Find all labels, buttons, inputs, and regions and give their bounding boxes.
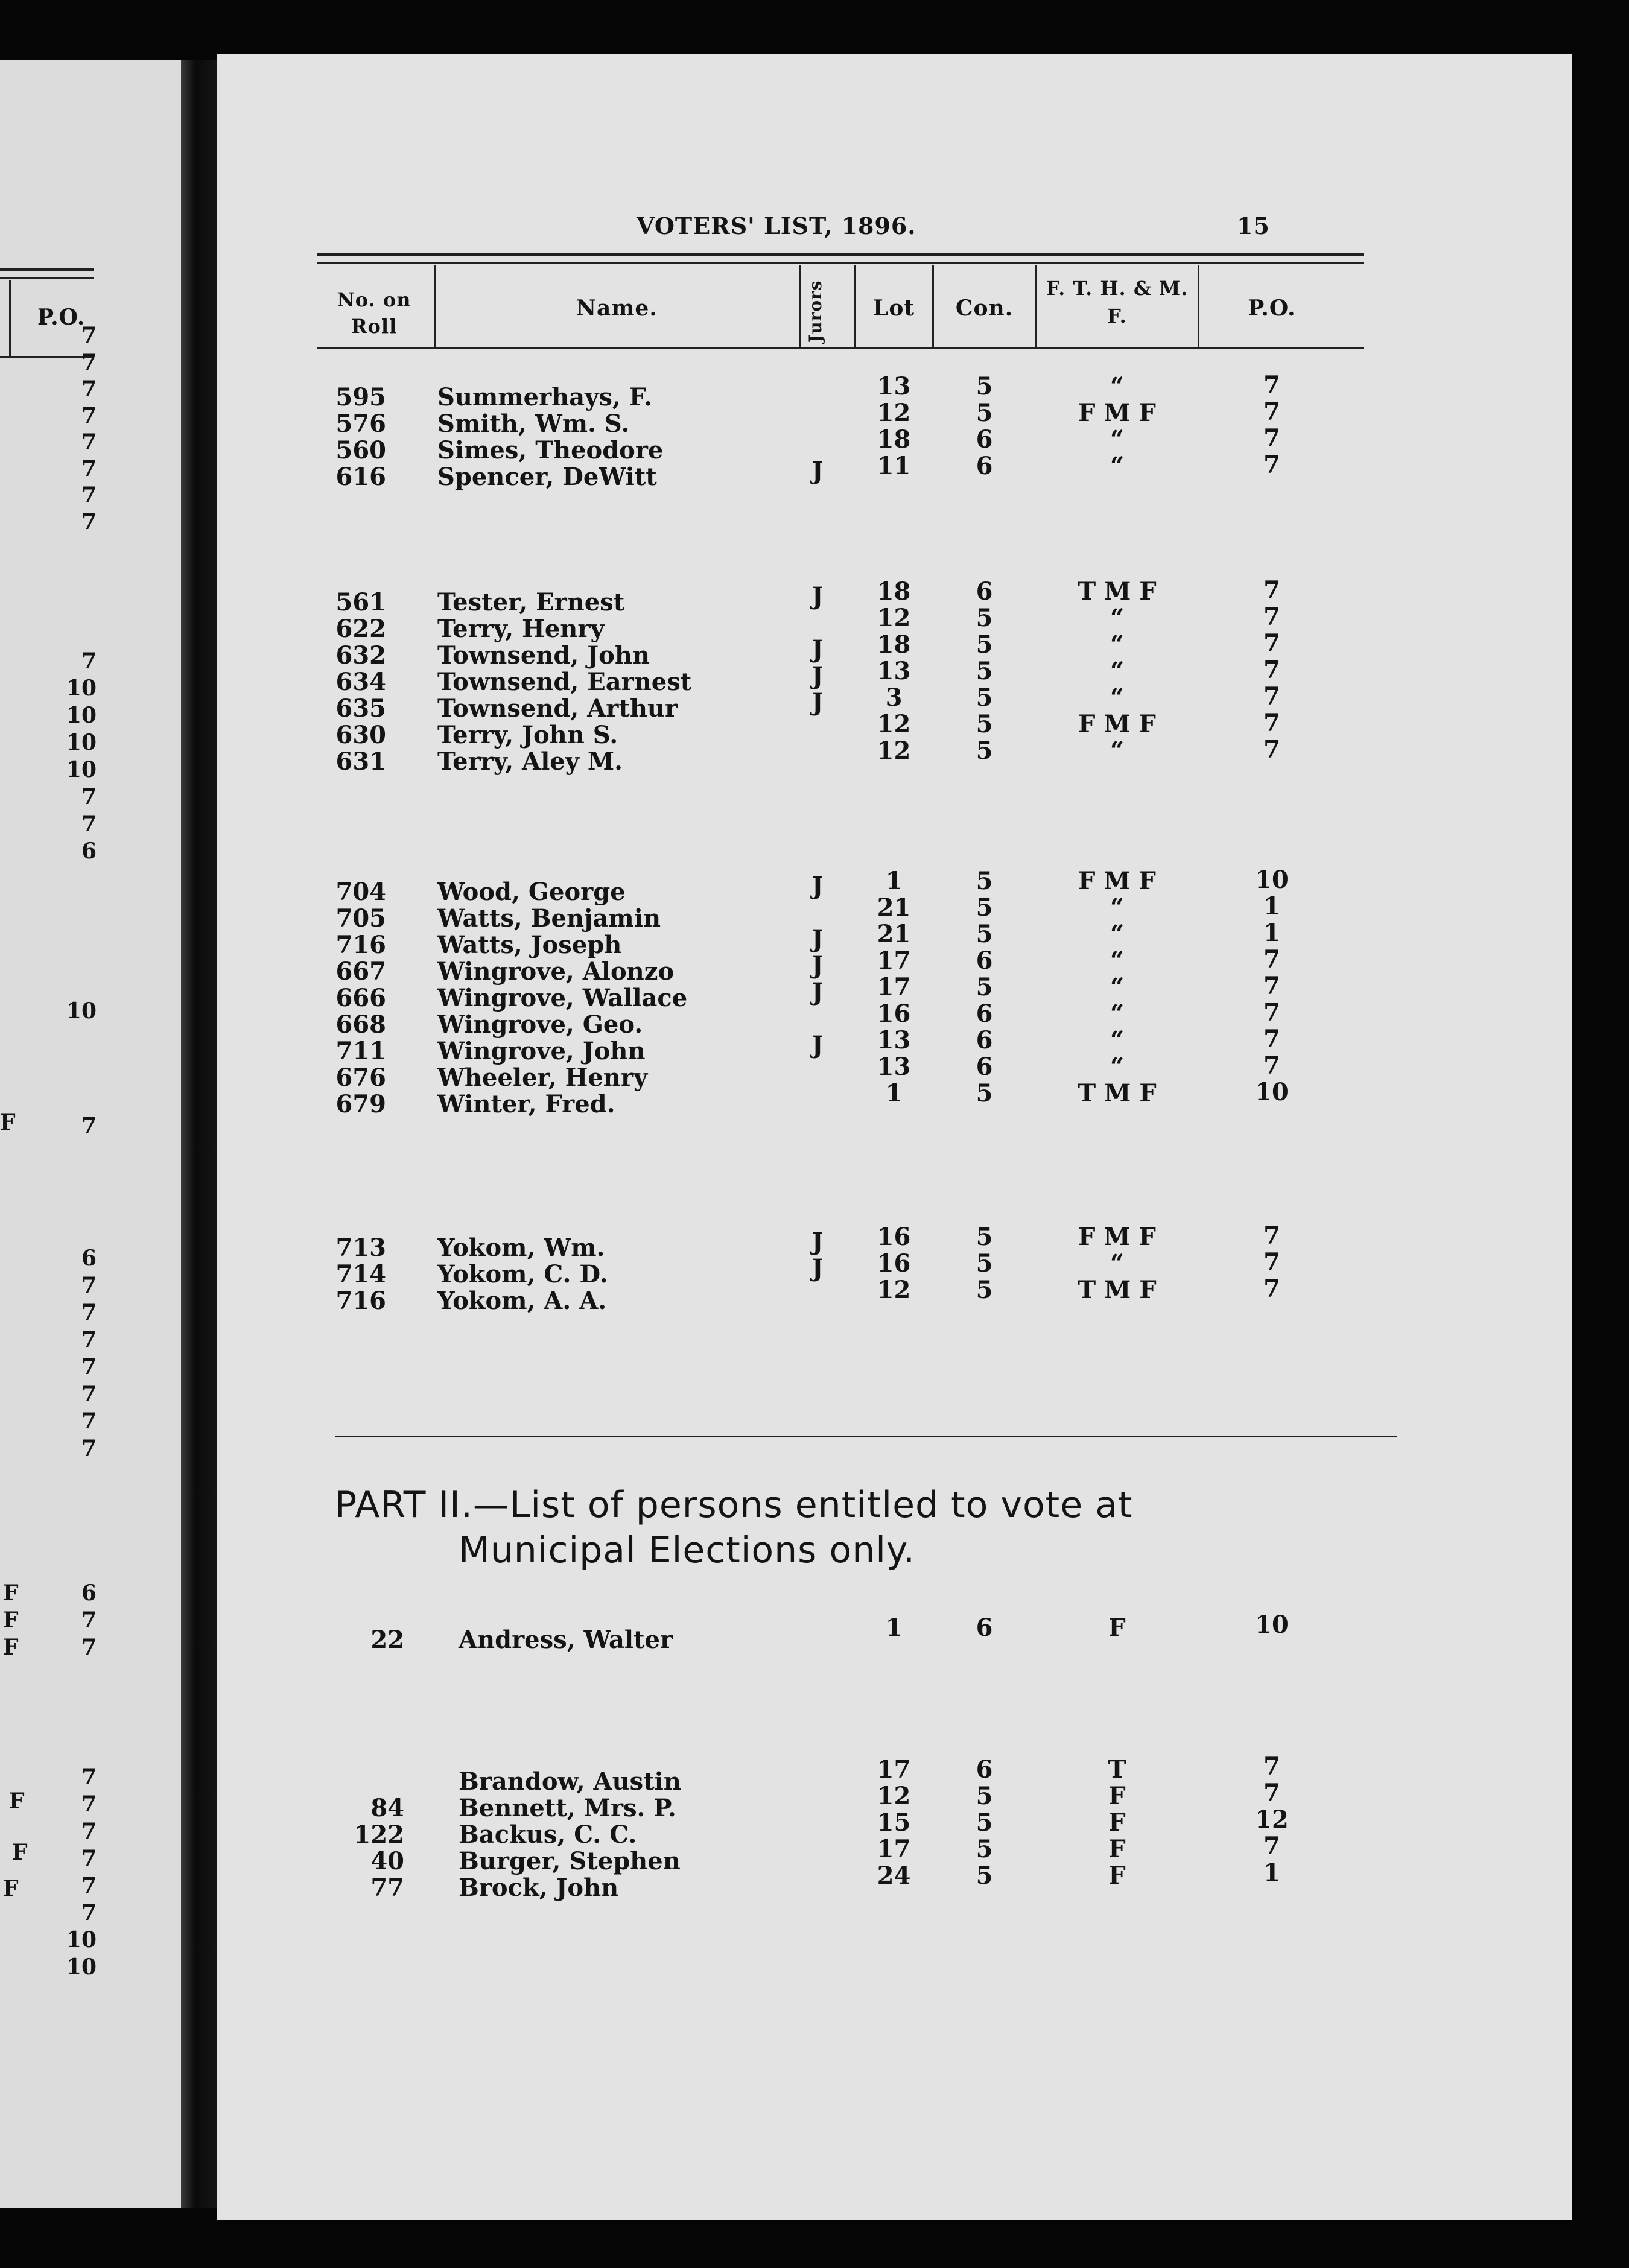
- po-value: 7: [1263, 682, 1280, 711]
- lot-value: 21: [877, 920, 911, 948]
- voter-name: Townsend, Earnest: [437, 668, 692, 696]
- roll-number: 634: [335, 668, 386, 696]
- roll-number: 668: [335, 1010, 386, 1039]
- po-value: 10: [1255, 1078, 1289, 1106]
- left-po-value: 7: [81, 1300, 97, 1325]
- fth-value: F M F: [1078, 710, 1156, 738]
- left-po-value: 10: [66, 757, 97, 782]
- con-value: 5: [976, 657, 993, 685]
- po-value: 1: [1263, 1858, 1280, 1887]
- fth-value: T M F: [1078, 1276, 1157, 1304]
- juror-mark: J: [811, 1227, 824, 1256]
- lot-value: 11: [877, 452, 911, 480]
- lot-value: 17: [877, 1755, 911, 1784]
- left-column-divider: [9, 280, 11, 356]
- po-value: 7: [1263, 603, 1280, 631]
- con-value: 6: [976, 577, 993, 606]
- left-po-value: 10: [66, 1954, 97, 1980]
- left-header-rule-top: [0, 268, 94, 271]
- lot-value: 17: [877, 973, 911, 1001]
- lot-value: 17: [877, 946, 911, 975]
- roll-number: 667: [335, 957, 386, 986]
- header-divider-1: [434, 265, 436, 347]
- left-po-value: 7: [81, 648, 97, 674]
- page-gutter: [181, 60, 217, 2208]
- roll-number: 713: [335, 1234, 386, 1262]
- roll-number: 631: [335, 747, 386, 776]
- fth-value: “: [1110, 736, 1124, 765]
- fth-value: “: [1110, 946, 1124, 975]
- voter-name: Wingrove, Geo.: [437, 1010, 643, 1039]
- lot-value: 1: [885, 867, 903, 895]
- left-po-value: 7: [81, 784, 97, 809]
- fth-value: “: [1110, 683, 1124, 712]
- lot-value: 13: [877, 1026, 911, 1054]
- roll-number: 666: [335, 984, 386, 1012]
- right-page: [217, 54, 1572, 2220]
- con-value: 5: [976, 372, 993, 401]
- left-po-value: 7: [81, 1873, 97, 1898]
- roll-number: 616: [335, 463, 386, 491]
- po-value: 7: [1263, 371, 1280, 399]
- con-value: 5: [976, 973, 993, 1001]
- voter-name: Terry, Aley M.: [437, 747, 623, 776]
- lot-value: 13: [877, 657, 911, 685]
- left-po-value: 10: [66, 998, 97, 1024]
- po-value: 1: [1263, 892, 1280, 920]
- lot-value: 1: [885, 1079, 903, 1107]
- lot-value: 16: [877, 1249, 911, 1278]
- po-value: 7: [1263, 1752, 1280, 1781]
- lot-value: 12: [877, 710, 911, 738]
- lot-value: 12: [877, 1782, 911, 1810]
- con-value: 5: [976, 1249, 993, 1278]
- roll-number: 676: [335, 1063, 386, 1092]
- roll-number: 716: [335, 1287, 386, 1315]
- po-value: 12: [1255, 1805, 1289, 1834]
- con-value: 5: [976, 1861, 993, 1890]
- lot-value: 17: [877, 1835, 911, 1863]
- roll-number: 635: [335, 694, 386, 723]
- con-value: 5: [976, 893, 993, 922]
- con-value: 6: [976, 425, 993, 454]
- po-value: 7: [1263, 1779, 1280, 1807]
- juror-mark: J: [811, 951, 824, 980]
- con-value: 5: [976, 920, 993, 948]
- fth-value: “: [1110, 452, 1124, 480]
- po-value: 7: [1263, 1275, 1280, 1303]
- lot-value: 18: [877, 577, 911, 606]
- left-po-value: 7: [81, 509, 97, 534]
- left-po-value: 6: [81, 838, 97, 864]
- running-title: VOTERS' LIST, 1896.: [637, 212, 916, 239]
- fth-value: F M F: [1078, 867, 1156, 895]
- lot-value: 21: [877, 893, 911, 922]
- header-fth-mf: F. T. H. & M. F.: [1046, 277, 1189, 328]
- fth-value: F M F: [1078, 1223, 1156, 1251]
- con-value: 5: [976, 604, 993, 632]
- voter-name: Watts, Joseph: [437, 931, 622, 959]
- po-value: 10: [1255, 1611, 1289, 1639]
- left-po-value: 7: [81, 1273, 97, 1298]
- left-po-value: 10: [66, 1927, 97, 1953]
- voter-name: Terry, John S.: [437, 721, 618, 749]
- left-po-value: 7: [81, 376, 97, 402]
- lot-value: 12: [877, 399, 911, 427]
- po-value: 10: [1255, 866, 1289, 894]
- fth-value: “: [1110, 893, 1124, 922]
- left-po-value: 7: [81, 323, 97, 348]
- voter-name: Townsend, Arthur: [437, 694, 678, 723]
- lot-value: 13: [877, 1053, 911, 1081]
- part-two-subtitle: Municipal Elections only.: [459, 1529, 915, 1571]
- voter-name: Spencer, DeWitt: [437, 463, 657, 491]
- left-po-value: 7: [81, 1327, 97, 1352]
- po-value: 7: [1263, 629, 1280, 657]
- po-value: 7: [1263, 424, 1280, 452]
- left-f-mark: F: [3, 1635, 19, 1660]
- lot-value: 3: [885, 683, 903, 712]
- lot-value: 16: [877, 999, 911, 1028]
- voter-name: Burger, Stephen: [459, 1847, 681, 1875]
- con-value: 5: [976, 867, 993, 895]
- left-f-mark: F: [3, 1876, 19, 1901]
- left-po-value: 7: [81, 1819, 97, 1844]
- po-value: 7: [1263, 1221, 1280, 1250]
- part-two-title: PART II.—List of persons entitled to vote at: [335, 1484, 1133, 1526]
- left-po-value: 7: [81, 483, 97, 508]
- header-lot: Lot: [873, 296, 915, 321]
- left-po-value: 7: [81, 1381, 97, 1407]
- fth-value: T: [1108, 1755, 1126, 1784]
- roll-number: 714: [335, 1260, 386, 1288]
- fth-value: “: [1110, 920, 1124, 948]
- po-value: 7: [1263, 451, 1280, 479]
- lot-value: 12: [877, 736, 911, 765]
- left-po-value: 7: [81, 1608, 97, 1633]
- voter-name: Andress, Walter: [459, 1626, 673, 1654]
- fth-value: F M F: [1078, 399, 1156, 427]
- left-po-value: 6: [81, 1580, 97, 1606]
- fth-value: “: [1110, 425, 1124, 454]
- left-po-value: 6: [81, 1246, 97, 1271]
- con-value: 5: [976, 683, 993, 712]
- left-po-value: 7: [81, 1436, 97, 1461]
- lot-value: 24: [877, 1861, 911, 1890]
- juror-mark: J: [811, 1031, 824, 1059]
- table-header-rule-top: [317, 253, 1364, 256]
- roll-number: 560: [335, 436, 386, 464]
- roll-number: 77: [370, 1874, 404, 1902]
- left-po-value: 10: [66, 703, 97, 728]
- left-f-mark: F: [3, 1608, 19, 1633]
- juror-mark: J: [811, 688, 824, 717]
- roll-number: 711: [335, 1037, 386, 1065]
- roll-number: 679: [335, 1090, 386, 1118]
- roll-number: 84: [370, 1794, 404, 1822]
- section-divider: [335, 1436, 1397, 1437]
- left-f-mark: F: [0, 1110, 16, 1135]
- po-value: 7: [1263, 398, 1280, 426]
- roll-number: 632: [335, 641, 386, 670]
- juror-mark: J: [811, 872, 824, 900]
- left-po-value: 7: [81, 1635, 97, 1660]
- table-header-rule-bottom: [317, 347, 1364, 349]
- con-value: 5: [976, 1276, 993, 1304]
- con-value: 5: [976, 1835, 993, 1863]
- voter-name: Yokom, Wm.: [437, 1234, 605, 1262]
- lot-value: 15: [877, 1808, 911, 1837]
- voter-name: Wingrove, Alonzo: [437, 957, 675, 986]
- lot-value: 18: [877, 425, 911, 454]
- lot-value: 1: [885, 1614, 903, 1642]
- juror-mark: J: [811, 662, 824, 690]
- juror-mark: J: [811, 978, 824, 1006]
- left-po-value: 7: [81, 1900, 97, 1925]
- con-value: 5: [976, 1808, 993, 1837]
- po-value: 7: [1263, 1051, 1280, 1080]
- left-po-header: P.O.: [37, 305, 86, 330]
- left-po-value: 7: [81, 811, 97, 837]
- left-po-value: 7: [81, 1354, 97, 1379]
- left-po-value: 7: [81, 403, 97, 428]
- voter-name: Tester, Ernest: [437, 588, 625, 616]
- voter-name: Wingrove, Wallace: [437, 984, 688, 1012]
- voter-name: Smith, Wm. S.: [437, 410, 630, 438]
- fth-value: F: [1108, 1861, 1126, 1890]
- juror-mark: J: [811, 582, 824, 610]
- po-value: 7: [1263, 945, 1280, 974]
- con-value: 6: [976, 999, 993, 1028]
- table-header-rule-top-2: [317, 262, 1364, 264]
- po-value: 7: [1263, 1832, 1280, 1860]
- po-value: 7: [1263, 1248, 1280, 1276]
- con-value: 5: [976, 1223, 993, 1251]
- voter-name: Townsend, John: [437, 641, 650, 670]
- juror-mark: J: [811, 457, 824, 485]
- roll-number: 576: [335, 410, 386, 438]
- left-f-mark: F: [9, 1788, 25, 1814]
- con-value: 5: [976, 630, 993, 659]
- roll-number: 122: [354, 1820, 404, 1849]
- voter-name: Wood, George: [437, 878, 626, 906]
- header-con: Con.: [955, 296, 1014, 321]
- po-value: 1: [1263, 919, 1280, 947]
- fth-value: F: [1108, 1782, 1126, 1810]
- con-value: 5: [976, 1079, 993, 1107]
- left-po-value: 7: [81, 1408, 97, 1434]
- voter-name: Backus, C. C.: [459, 1820, 637, 1849]
- juror-mark: J: [811, 1254, 824, 1282]
- fth-value: F: [1108, 1614, 1126, 1642]
- po-value: 7: [1263, 735, 1280, 764]
- con-value: 5: [976, 736, 993, 765]
- con-value: 6: [976, 946, 993, 975]
- fth-value: F: [1108, 1835, 1126, 1863]
- voter-name: Summerhays, F.: [437, 383, 653, 411]
- lot-value: 12: [877, 1276, 911, 1304]
- voter-name: Simes, Theodore: [437, 436, 664, 464]
- roll-number: 595: [335, 383, 386, 411]
- fth-value: “: [1110, 1026, 1124, 1054]
- lot-value: 13: [877, 372, 911, 401]
- header-name: Name.: [576, 296, 658, 321]
- header-po: P.O.: [1248, 296, 1296, 321]
- con-value: 5: [976, 1782, 993, 1810]
- lot-value: 18: [877, 630, 911, 659]
- po-value: 7: [1263, 656, 1280, 684]
- fth-value: “: [1110, 604, 1124, 632]
- left-po-value: 7: [81, 350, 97, 375]
- roll-number: 22: [370, 1626, 404, 1654]
- left-po-value: 7: [81, 1846, 97, 1871]
- left-header-rule-top-2: [0, 277, 94, 279]
- voter-name: Wheeler, Henry: [437, 1063, 648, 1092]
- voter-name: Winter, Fred.: [437, 1090, 615, 1118]
- con-value: 5: [976, 399, 993, 427]
- roll-number: 716: [335, 931, 386, 959]
- fth-value: “: [1110, 630, 1124, 659]
- header-jurors: Jurors: [805, 280, 825, 343]
- voter-name: Wingrove, John: [437, 1037, 646, 1065]
- fth-value: T M F: [1078, 577, 1157, 606]
- voter-name: Terry, Henry: [437, 615, 605, 643]
- left-f-mark: F: [3, 1580, 19, 1606]
- po-value: 7: [1263, 998, 1280, 1027]
- roll-number: 705: [335, 904, 386, 933]
- left-po-value: 7: [81, 1113, 97, 1138]
- lot-value: 12: [877, 604, 911, 632]
- voter-name: Watts, Benjamin: [437, 904, 661, 933]
- roll-number: 704: [335, 878, 386, 906]
- left-po-value: 7: [81, 1791, 97, 1817]
- left-po-value: 10: [66, 676, 97, 701]
- con-value: 6: [976, 1026, 993, 1054]
- header-divider-2: [799, 265, 801, 347]
- fth-value: “: [1110, 372, 1124, 401]
- juror-mark: J: [811, 635, 824, 664]
- left-po-value: 7: [81, 456, 97, 481]
- po-value: 7: [1263, 576, 1280, 604]
- roll-number: 622: [335, 615, 386, 643]
- fth-value: “: [1110, 657, 1124, 685]
- left-po-value: 7: [81, 429, 97, 455]
- voter-name: Yokom, C. D.: [437, 1260, 608, 1288]
- lot-value: 16: [877, 1223, 911, 1251]
- fth-value: “: [1110, 1249, 1124, 1278]
- con-value: 6: [976, 1755, 993, 1784]
- voter-name: Bennett, Mrs. P.: [459, 1794, 676, 1822]
- voter-name: Brock, John: [459, 1874, 619, 1902]
- roll-number: 630: [335, 721, 386, 749]
- con-value: 6: [976, 1614, 993, 1642]
- con-value: 6: [976, 1053, 993, 1081]
- voter-name: Yokom, A. A.: [437, 1287, 607, 1315]
- po-value: 7: [1263, 972, 1280, 1000]
- fth-value: T M F: [1078, 1079, 1157, 1107]
- header-no-on-roll: No. on Roll: [337, 288, 411, 338]
- con-value: 6: [976, 452, 993, 480]
- fth-value: “: [1110, 973, 1124, 1001]
- roll-number: 40: [370, 1847, 404, 1875]
- page-number: 15: [1237, 212, 1270, 239]
- po-value: 7: [1263, 709, 1280, 737]
- fth-value: “: [1110, 1053, 1124, 1081]
- juror-mark: J: [811, 925, 824, 953]
- fth-value: F: [1108, 1808, 1126, 1837]
- left-f-mark: F: [12, 1840, 28, 1865]
- fth-value: “: [1110, 999, 1124, 1028]
- left-po-value: 10: [66, 730, 97, 755]
- roll-number: 561: [335, 588, 386, 616]
- con-value: 5: [976, 710, 993, 738]
- left-po-value: 7: [81, 1764, 97, 1790]
- voter-name: Brandow, Austin: [459, 1767, 681, 1796]
- left-page-fragment: [0, 60, 186, 2208]
- po-value: 7: [1263, 1025, 1280, 1053]
